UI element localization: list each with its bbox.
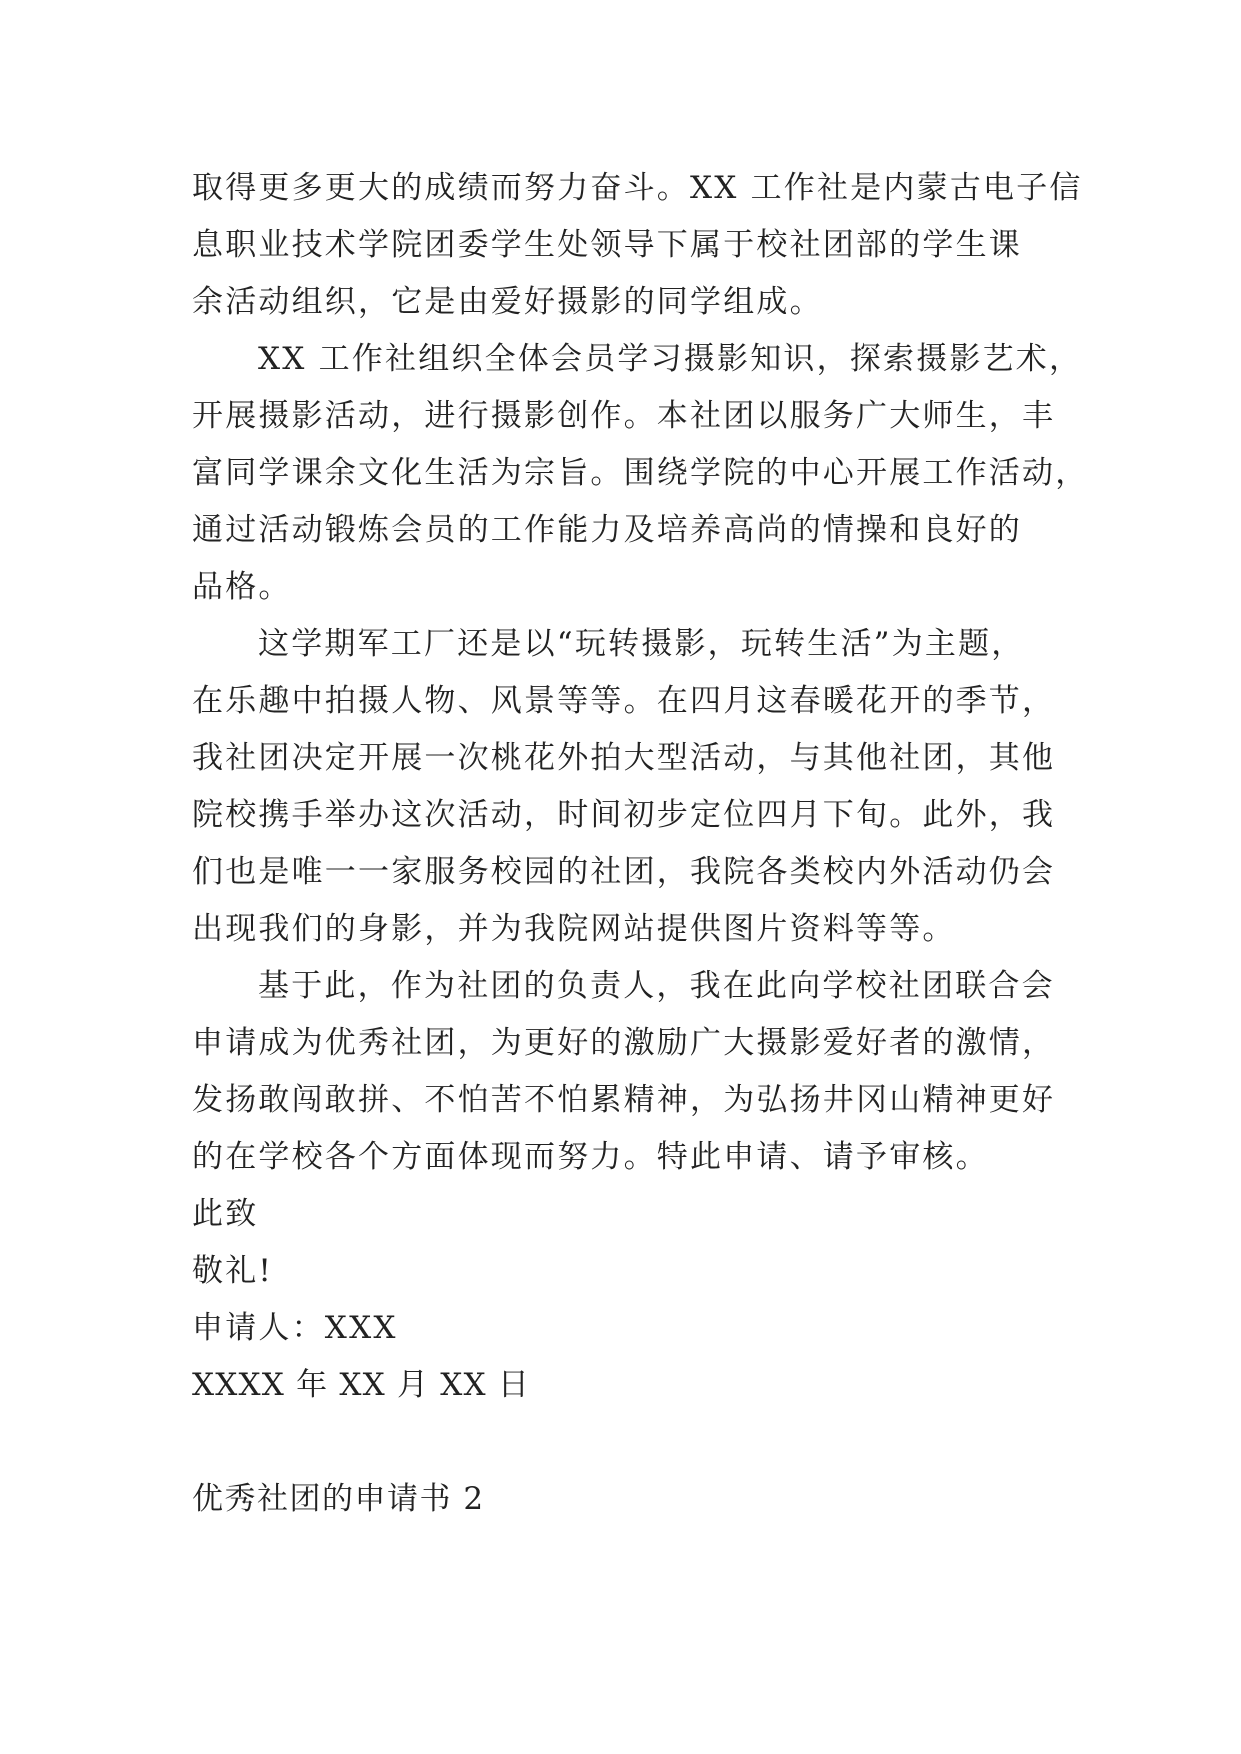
paragraph-1-line-3: 余活动组织，它是由爱好摄影的同学组成。 xyxy=(192,284,823,320)
paragraph-4-line-2: 申请成为优秀社团，为更好的激励广大摄影爱好者的激情， xyxy=(192,1025,1056,1061)
paragraph-2-line-3: 富同学课余文化生活为宗旨。围绕学院的中心开展工作活动， xyxy=(192,455,1089,491)
paragraph-2-line-4: 通过活动锻炼会员的工作能力及培养高尚的情操和良好的 xyxy=(192,512,1022,548)
paragraph-3-line-2: 在乐趣中拍摄人物、风景等等。在四月这春暖花开的季节， xyxy=(192,683,1056,719)
paragraph-3-line-5: 们也是唯一一家服务校园的社团，我院各类校内外活动仍会 xyxy=(192,854,1056,890)
paragraph-3-line-6: 出现我们的身影，并为我院网站提供图片资料等等。 xyxy=(192,911,956,947)
paragraph-1-line-1: 取得更多更大的成绩而努力奋斗。XX 工作社是内蒙古电子信 xyxy=(192,170,1083,206)
paragraph-2-line-5: 品格。 xyxy=(192,569,292,605)
paragraph-4-line-3: 发扬敢闯敢拼、不怕苦不怕累精神，为弘扬井冈山精神更好 xyxy=(192,1082,1056,1118)
paragraph-3-line-3: 我社团决定开展一次桃花外拍大型活动，与其他社团，其他 xyxy=(192,740,1056,776)
paragraph-4-line-1: 基于此，作为社团的负责人，我在此向学校社团联合会 xyxy=(258,968,1055,1004)
closing-regards: 敬礼! xyxy=(192,1253,274,1289)
section-heading: 优秀社团的申请书 2 xyxy=(192,1481,485,1517)
paragraph-1-line-2: 息职业技术学院团委学生处领导下属于校社团部的学生课 xyxy=(192,227,1022,263)
paragraph-3-line-4: 院校携手举办这次活动，时间初步定位四月下旬。此外，我 xyxy=(192,797,1056,833)
applicant-line: 申请人：XXX xyxy=(192,1310,398,1346)
date-line: XXXX 年 XX 月 XX 日 xyxy=(192,1367,531,1403)
closing-salutation: 此致 xyxy=(192,1196,259,1232)
paragraph-4-line-4: 的在学校各个方面体现而努力。特此申请、请予审核。 xyxy=(192,1139,989,1175)
paragraph-2-line-2: 开展摄影活动，进行摄影创作。本社团以服务广大师生，丰 xyxy=(192,398,1056,434)
paragraph-3-line-1: 这学期军工厂还是以“玩转摄影，玩转生活”为主题， xyxy=(258,626,1025,662)
paragraph-2-line-1: XX 工作社组织全体会员学习摄影知识，探索摄影艺术， xyxy=(258,341,1083,377)
